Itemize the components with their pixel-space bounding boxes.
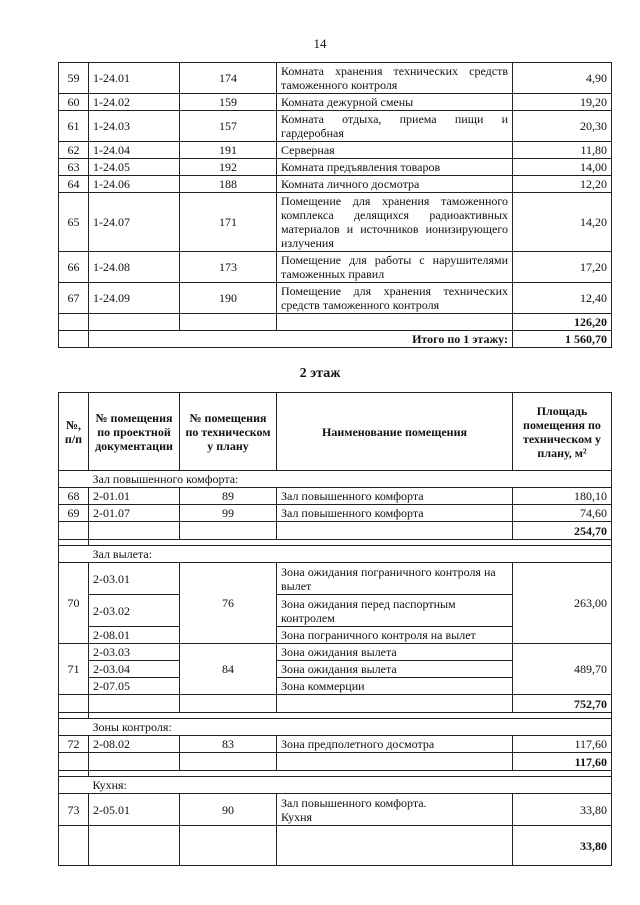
tech-number: 174 xyxy=(180,63,277,94)
table-row xyxy=(59,252,612,283)
room-name-line: Зал повышенного комфорта. xyxy=(281,795,427,810)
project-number: 2-01.01 xyxy=(89,488,180,505)
room-name: Зона пограничного контроля на вылет xyxy=(277,627,513,644)
table-row xyxy=(59,142,612,159)
project-number: 2-03.01 xyxy=(89,563,180,595)
room-name: Помещение для хранения таможенного комплекса делящихся радиоактивных материалов и источников ионизирующего излучения xyxy=(277,193,513,252)
room-area: 12,20 xyxy=(513,176,612,193)
room-name xyxy=(277,794,513,826)
room-name: Помещение для работы с нарушителями таможенных правил xyxy=(277,252,513,283)
row-number: 72 xyxy=(59,736,89,753)
room-name: Зал повышенного комфорта xyxy=(277,488,513,505)
room-area: 20,30 xyxy=(513,111,612,142)
tech-number: 171 xyxy=(180,193,277,252)
project-number: 2-03.02 xyxy=(89,595,180,627)
floor1-table xyxy=(58,62,612,348)
section-label: Зал вылета: xyxy=(89,546,612,563)
room-area: 12,40 xyxy=(513,283,612,314)
room-area: 19,20 xyxy=(513,94,612,111)
room-name: Зона предполетного досмотра xyxy=(277,736,513,753)
project-number: 1-24.04 xyxy=(89,142,180,159)
table-row xyxy=(59,159,612,176)
room-area: 74,60 xyxy=(513,505,612,522)
tech-number: 83 xyxy=(180,736,277,753)
room-name: Зона ожидания вылета xyxy=(277,661,513,678)
row-number: 69 xyxy=(59,505,89,522)
table-row xyxy=(59,283,612,314)
header-tech-number: № помещения по техническом у плану xyxy=(180,393,277,471)
room-area: 4,90 xyxy=(513,63,612,94)
tech-number: 159 xyxy=(180,94,277,111)
room-name: Зона ожидания перед паспортным контролем xyxy=(277,595,513,627)
row-number: 62 xyxy=(59,142,89,159)
project-number: 1-24.03 xyxy=(89,111,180,142)
table-row xyxy=(59,563,612,595)
table-row xyxy=(59,111,612,142)
header-number: №, п/п xyxy=(59,393,89,471)
room-area: 117,60 xyxy=(513,736,612,753)
project-number: 2-03.04 xyxy=(89,661,180,678)
tech-number: 173 xyxy=(180,252,277,283)
section-label: Зал повышенного комфорта: xyxy=(89,471,612,488)
room-name: Комната личного досмотра xyxy=(277,176,513,193)
table-row xyxy=(59,505,612,522)
total-row xyxy=(59,331,612,348)
room-name-line: Кухня xyxy=(281,809,313,824)
subtotal-value: 117,60 xyxy=(513,753,612,771)
tech-number: 99 xyxy=(180,505,277,522)
row-number: 67 xyxy=(59,283,89,314)
project-number: 1-24.06 xyxy=(89,176,180,193)
room-area: 14,20 xyxy=(513,193,612,252)
row-number: 71 xyxy=(59,644,89,695)
tech-number: 89 xyxy=(180,488,277,505)
project-number: 1-24.09 xyxy=(89,283,180,314)
subtotal-row xyxy=(59,826,612,866)
table-row xyxy=(59,794,612,826)
project-number: 2-03.03 xyxy=(89,644,180,661)
room-area: 11,80 xyxy=(513,142,612,159)
tech-number: 192 xyxy=(180,159,277,176)
subtotal-row xyxy=(59,314,612,331)
room-area: 489,70 xyxy=(513,644,612,695)
room-name: Комната хранения технических средств таможенного контроля xyxy=(277,63,513,94)
project-number: 1-24.01 xyxy=(89,63,180,94)
row-number: 65 xyxy=(59,193,89,252)
tech-number: 84 xyxy=(180,644,277,695)
room-area: 180,10 xyxy=(513,488,612,505)
row-number: 68 xyxy=(59,488,89,505)
tech-number: 90 xyxy=(180,794,277,826)
row-number: 60 xyxy=(59,94,89,111)
tech-number: 76 xyxy=(180,563,277,644)
tech-number: 191 xyxy=(180,142,277,159)
project-number: 1-24.02 xyxy=(89,94,180,111)
project-number: 1-24.05 xyxy=(89,159,180,176)
header-project-number: № помещения по проектной документации xyxy=(89,393,180,471)
total-label: Итого по 1 этажу: xyxy=(89,331,513,348)
project-number: 2-01.07 xyxy=(89,505,180,522)
total-value: 1 560,70 xyxy=(513,331,612,348)
room-name: Зона ожидания вылета xyxy=(277,644,513,661)
section-row-departure xyxy=(59,546,612,563)
room-name: Зона ожидания пограничного контроля на вылет xyxy=(277,563,513,595)
section-row-kitchen xyxy=(59,777,612,794)
header-room-name: Наименование помещения xyxy=(277,393,513,471)
subtotal-value: 254,70 xyxy=(513,522,612,540)
floor2-title: 2 этаж xyxy=(299,366,341,381)
table-row xyxy=(59,488,612,505)
room-name: Комната отдыха, приема пищи и гардеробная xyxy=(277,111,513,142)
table-row xyxy=(59,176,612,193)
section-row-hall xyxy=(59,471,612,488)
room-area: 33,80 xyxy=(513,794,612,826)
table-row xyxy=(59,736,612,753)
project-number: 1-24.08 xyxy=(89,252,180,283)
section-row-control xyxy=(59,719,612,736)
header-area: Площадь помещения по техническом у плану, м² xyxy=(513,393,612,471)
page-number: 14 xyxy=(313,36,327,51)
floor2-table xyxy=(58,392,612,866)
table-row xyxy=(59,644,612,661)
room-area: 263,00 xyxy=(513,563,612,644)
room-name: Комната дежурной смены xyxy=(277,94,513,111)
subtotal-row xyxy=(59,522,612,540)
row-number: 66 xyxy=(59,252,89,283)
table-row xyxy=(59,193,612,252)
row-number: 73 xyxy=(59,794,89,826)
room-name: Помещение для хранения технических средств таможенного контроля xyxy=(277,283,513,314)
tech-number: 188 xyxy=(180,176,277,193)
row-number: 61 xyxy=(59,111,89,142)
room-name: Зона коммерции xyxy=(277,678,513,695)
row-number: 59 xyxy=(59,63,89,94)
project-number: 2-08.01 xyxy=(89,627,180,644)
room-area: 14,00 xyxy=(513,159,612,176)
subtotal-row xyxy=(59,695,612,713)
project-number: 2-07.05 xyxy=(89,678,180,695)
subtotal-row xyxy=(59,753,612,771)
table-row xyxy=(59,94,612,111)
tech-number: 190 xyxy=(180,283,277,314)
subtotal-value: 752,70 xyxy=(513,695,612,713)
project-number: 2-05.01 xyxy=(89,794,180,826)
subtotal-value: 33,80 xyxy=(513,826,612,866)
row-number: 64 xyxy=(59,176,89,193)
row-number: 70 xyxy=(59,563,89,644)
project-number: 1-24.07 xyxy=(89,193,180,252)
room-name: Комната предъявления товаров xyxy=(277,159,513,176)
section-label: Зоны контроля: xyxy=(89,719,612,736)
project-number: 2-08.02 xyxy=(89,736,180,753)
row-number: 63 xyxy=(59,159,89,176)
room-name: Серверная xyxy=(277,142,513,159)
table-header-row xyxy=(59,393,612,471)
subtotal-value: 126,20 xyxy=(513,314,612,331)
table-row xyxy=(59,63,612,94)
room-area: 17,20 xyxy=(513,252,612,283)
tech-number: 157 xyxy=(180,111,277,142)
section-label: Кухня: xyxy=(89,777,612,794)
room-name: Зал повышенного комфорта xyxy=(277,505,513,522)
